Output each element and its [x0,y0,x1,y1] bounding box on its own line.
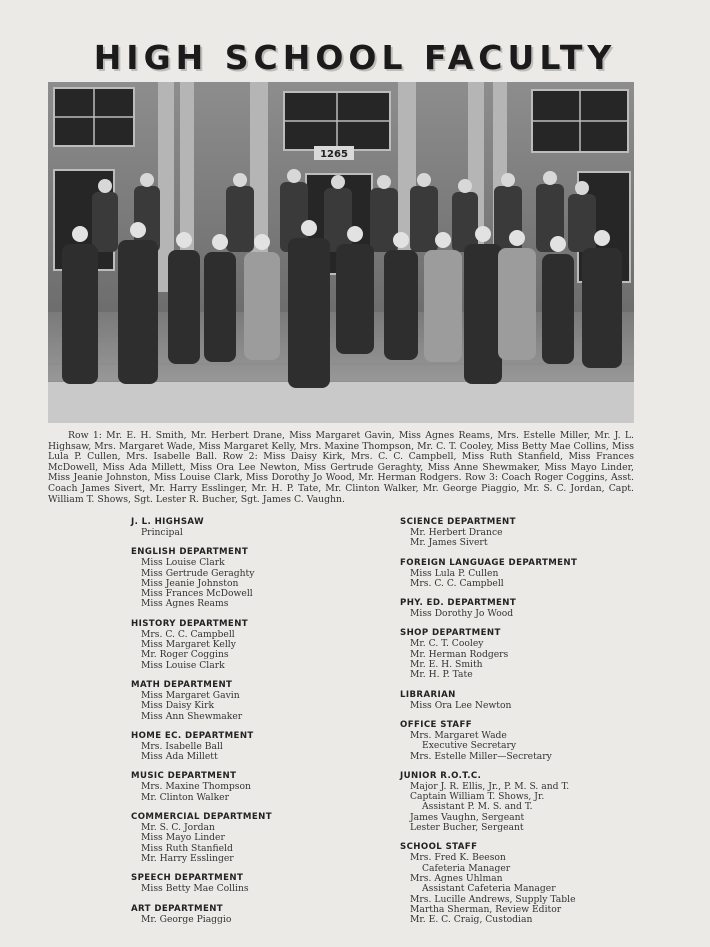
section-line: Miss Lula P. Cullen [410,567,499,579]
section-line: Miss Gertrude Geraghty [141,567,255,579]
section-line: Mrs. C. C. Campbell [141,628,235,640]
section-junior-rotc [400,771,650,833]
section-heading: HISTORY DEPARTMENT [131,618,249,629]
section-line: James Vaughn, Sergeant [410,811,525,823]
section-line: Mr. H. P. Tate [410,669,473,681]
section-line: Mrs. Isabelle Ball [141,740,223,752]
section-line: Mr. E. C. Craig, Custodian [410,914,533,926]
section-heading: SCHOOL STAFF [400,842,478,853]
door-number-text: 1265 [320,149,348,160]
section-line: Miss Ann Shewmaker [141,710,243,722]
section-principal [131,517,371,538]
section-line: Miss Frances McDowell [141,588,253,600]
section-line: Miss Agnes Reams [141,598,229,610]
section-heading: LIBRARIAN [400,689,456,700]
section-line: Lester Bucher, Sergeant [410,822,524,834]
section-english [131,547,371,609]
section-line: Mrs. Agnes Uhlman [410,872,503,884]
section-heading: HOME EC. DEPARTMENT [131,730,254,741]
section-heading: J. L. HIGHSAW [131,517,204,527]
section-line: Executive Secretary [422,740,517,752]
section-librarian [400,690,650,711]
section-line: Mr. Harry Esslinger [141,852,234,864]
section-line: Mr. Clinton Walker [141,791,229,803]
section-line: Miss Jeanie Johnston [141,577,239,589]
section-line: Miss Ada Millett [141,751,218,763]
section-shop [400,628,650,680]
section-line: Mr. James Sivert [410,537,488,549]
photo-caption: Row 1: Mr. E. H. Smith, Mr. Herbert Drane, Miss Margaret Gavin, Miss Agnes Reams, Mrs. Estelle Miller, Mr. J. L. Highsaw, Mrs. Margaret Wade, Miss Margaret Kelly, Mrs. Maxine Thompson, Mr. C. T. Cooley, Miss Betty Mae Collins, Miss Lula P. Cullen, Mrs. Isabelle Ball. Row 2: Miss Daisy Kirk, Mrs. C. C. Campbell, Miss Ruth Stanfield, Miss Frances McDowell, Miss Ada Millett, Miss Ora Lee Newton, Miss Gertrude Geraghty, Miss Anne Shewmaker, Miss Mayo Linder, Miss Jeanie Johnston, Miss Louise Clark, Miss Dorothy Jo Wood, Mr. Herman Rodgers. Row 3: Coach Roger Coggins, Asst. Coach James Sivert, Mr. Harry Esslinger, Mr. H. P. Tate, Mr. Clinton Walker, Mr. George Piaggio, Mr. S. C. Jordan, Capt. William T. Shows, Sgt. Lester R. Bucher, Sgt. James C. Vaughn. [48,430,634,505]
section-line: Miss Ruth Stanfield [141,842,233,854]
section-line: Miss Ora Lee Newton [410,699,512,711]
section-line: Mr. C. T. Cooley [410,638,484,650]
section-math [131,680,371,722]
section-line: Miss Louise Clark [141,557,225,569]
section-foreign-language [400,558,650,590]
section-line: Mrs. Estelle Miller—Secretary [410,750,552,762]
section-phy-ed [400,598,650,619]
section-heading: SCIENCE DEPARTMENT [400,517,516,527]
section-line: Miss Daisy Kirk [141,700,215,712]
section-line: Miss Margaret Gavin [141,689,240,701]
section-heading: ART DEPARTMENT [131,903,224,914]
section-history [131,619,371,671]
section-heading: SHOP DEPARTMENT [400,628,501,639]
section-commercial [131,812,371,864]
section-line: Martha Sherman, Review Editor [410,903,562,915]
faculty-photo-image [48,82,634,423]
section-line: Mrs. C. C. Campbell [410,577,504,589]
section-line: Mrs. Margaret Wade [410,729,507,741]
right-column [400,517,650,934]
section-line: Miss Margaret Kelly [141,639,236,651]
section-school-staff [400,842,650,925]
section-line: Miss Mayo Linder [141,832,225,844]
section-line: Assistant P. M. S. and T. [422,801,533,813]
section-heading: MUSIC DEPARTMENT [131,771,237,782]
section-line: Cafeteria Manager [422,862,511,874]
section-line: Captain William T. Shows, Jr. [410,791,545,803]
page-title: HIGH SCHOOL FACULTY [93,38,617,77]
section-heading: MATH DEPARTMENT [131,679,233,690]
section-line: Mr. Herman Rodgers [410,648,509,660]
section-line: Miss Louise Clark [141,659,225,671]
section-heading: JUNIOR R.O.T.C. [400,770,482,781]
section-line: Mr. S. C. Jordan [141,822,215,834]
section-line: Mr. E. H. Smith [410,659,483,671]
section-speech [131,873,371,894]
section-heading: PHY. ED. DEPARTMENT [400,598,517,609]
section-heading: COMMERCIAL DEPARTMENT [131,812,272,823]
section-heading: FOREIGN LANGUAGE DEPARTMENT [400,557,578,568]
left-column [131,517,371,934]
section-heading: ENGLISH DEPARTMENT [131,547,249,558]
section-science [400,517,650,549]
section-office-staff [400,720,650,762]
section-line: Mr. Herbert Drance [410,527,503,538]
section-line: Mrs. Maxine Thompson [141,781,251,793]
section-line: Assistant Cafeteria Manager [422,883,556,895]
section-line: Mrs. Fred K. Beeson [410,852,506,864]
section-line: Miss Betty Mae Collins [141,883,249,895]
section-line: Mr. Roger Coggins [141,649,229,661]
section-heading: SPEECH DEPARTMENT [131,873,244,884]
section-line: Mrs. Lucille Andrews, Supply Table [410,893,576,905]
section-music [131,771,371,803]
section-line: Major J. R. Ellis, Jr., P. M. S. and T. [410,780,570,792]
section-art [131,904,371,925]
section-heading: OFFICE STAFF [400,719,472,730]
section-line: Principal [141,527,183,538]
faculty-photo [48,82,634,423]
section-home-ec [131,731,371,763]
section-line: Miss Dorothy Jo Wood [410,608,514,620]
section-line: Mr. George Piaggio [141,913,232,925]
